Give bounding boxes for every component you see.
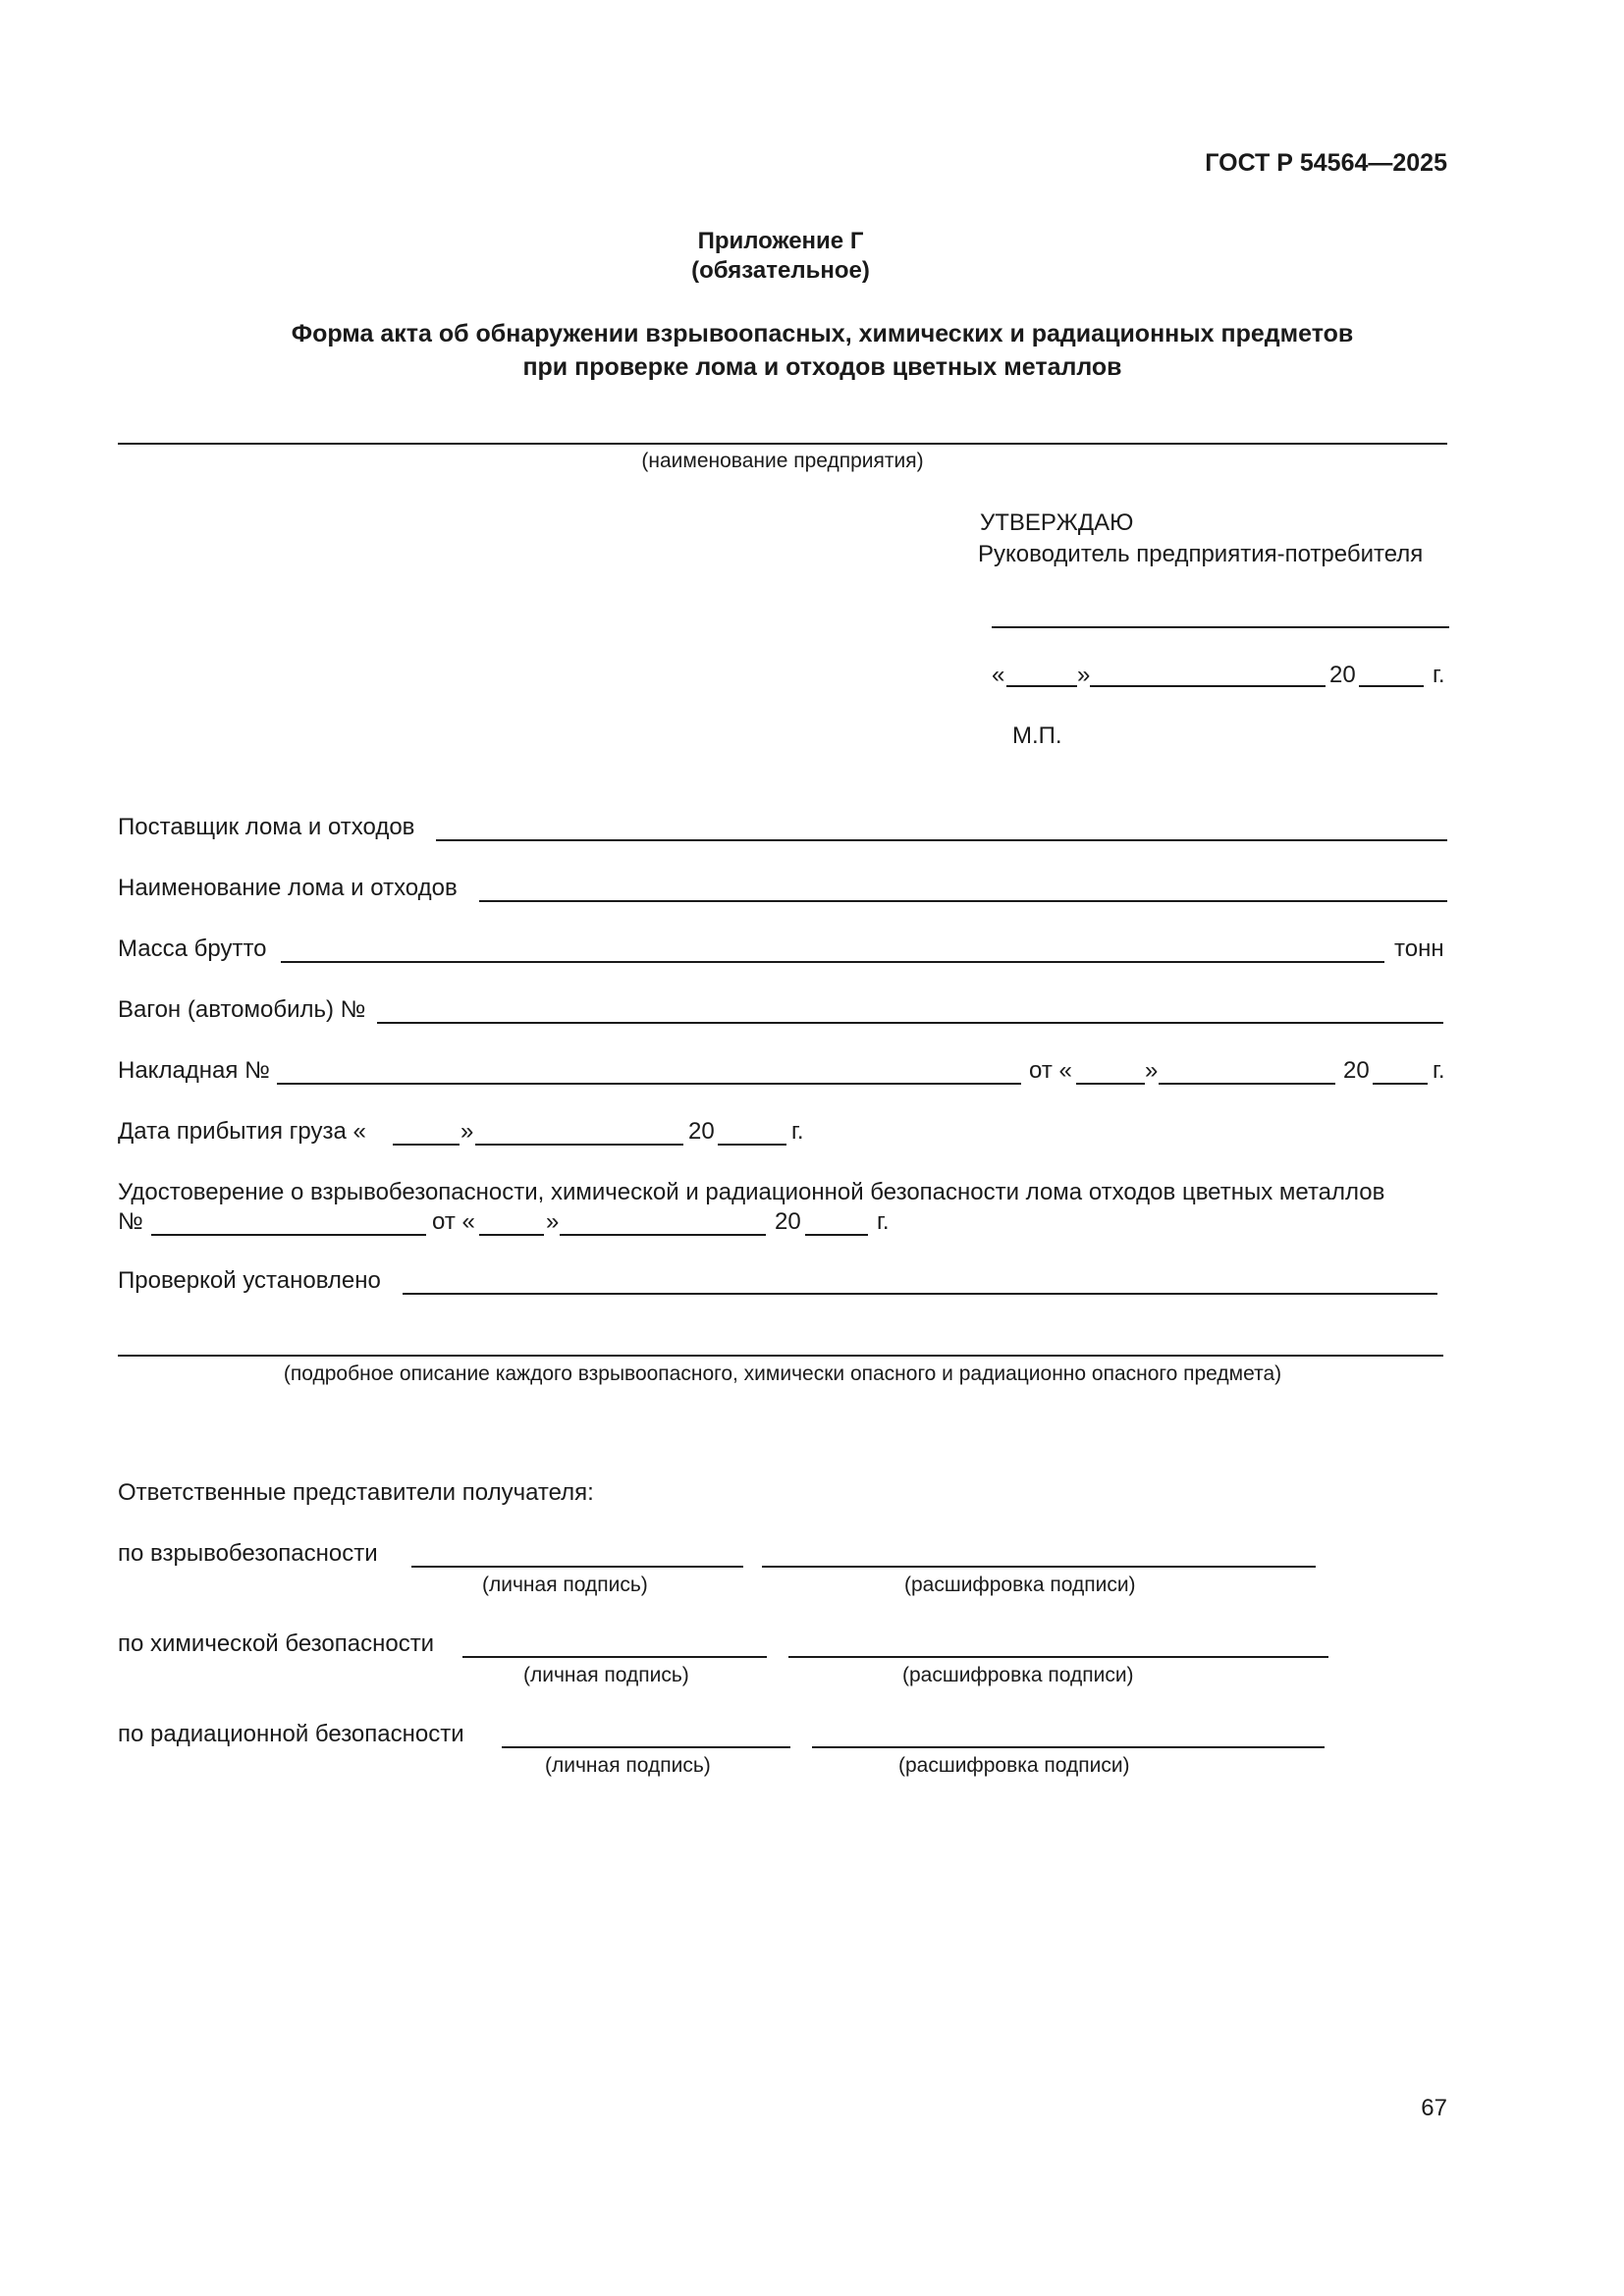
arrival-day-line[interactable] — [393, 1144, 460, 1146]
representatives-heading: Ответственные представители получателя: — [118, 1479, 594, 1506]
supplier-label: Поставщик лома и отходов — [118, 814, 415, 840]
chemical-signature-caption: (личная подпись) — [523, 1664, 689, 1686]
arrival-year-suffix: г. — [791, 1118, 804, 1145]
radiation-safety-label: по радиационной безопасности — [118, 1721, 464, 1747]
approval-date-close: » — [1077, 662, 1091, 688]
radiation-decoding-line[interactable] — [812, 1746, 1325, 1748]
invoice-number-line[interactable] — [277, 1083, 1021, 1085]
certificate-date-from: от « — [432, 1208, 475, 1235]
standard-code: ГОСТ Р 54564—2025 — [1205, 149, 1447, 177]
approve-label: УТВЕРЖДАЮ — [980, 509, 1134, 536]
explosion-decoding-caption: (расшифровка подписи) — [904, 1574, 1136, 1596]
explosion-signature-caption: (личная подпись) — [482, 1574, 648, 1596]
approval-year-line[interactable] — [1359, 685, 1424, 687]
check-result-label: Проверкой установлено — [118, 1267, 381, 1294]
enterprise-caption: (наименование предприятия) — [641, 450, 924, 472]
chemical-safety-label: по химической безопасности — [118, 1630, 435, 1657]
wagon-label: Вагон (автомобиль) № — [118, 996, 366, 1023]
arrival-month-line[interactable] — [475, 1144, 683, 1146]
invoice-label: Накладная № — [118, 1057, 270, 1084]
chemical-decoding-caption: (расшифровка подписи) — [902, 1664, 1134, 1686]
gross-mass-line[interactable] — [281, 961, 1384, 963]
certificate-date-close: » — [546, 1208, 560, 1235]
invoice-year-suffix: г. — [1433, 1057, 1445, 1084]
certificate-year-prefix: 20 — [775, 1208, 801, 1235]
wagon-number-line[interactable] — [377, 1022, 1443, 1024]
description-caption: (подробное описание каждого взрывоопасного, химически опасного и радиационно опасного предмета) — [283, 1362, 1282, 1385]
certificate-year-line[interactable] — [805, 1234, 868, 1236]
approval-date-open: « — [992, 662, 1005, 688]
explosion-signature-line[interactable] — [411, 1566, 743, 1568]
approval-year-prefix: 20 — [1329, 662, 1356, 688]
invoice-month-line[interactable] — [1159, 1083, 1335, 1085]
appendix-status: (обязательное) — [691, 257, 870, 284]
approval-day-line[interactable] — [1006, 685, 1077, 687]
explosion-decoding-line[interactable] — [762, 1566, 1316, 1568]
approval-year-suffix: г. — [1433, 662, 1445, 688]
arrival-date-close: » — [460, 1118, 474, 1145]
chemical-decoding-line[interactable] — [788, 1656, 1328, 1658]
certificate-day-line[interactable] — [479, 1234, 544, 1236]
certificate-label: Удостоверение о взрывобезопасности, химической и радиационной безопасности лома отходов цветных металлов — [118, 1179, 1385, 1205]
invoice-date-from: от « — [1029, 1057, 1072, 1084]
supplier-line[interactable] — [436, 839, 1447, 841]
radiation-decoding-caption: (расшифровка подписи) — [898, 1754, 1130, 1777]
invoice-year-prefix: 20 — [1343, 1057, 1370, 1084]
tons-unit: тонн — [1394, 935, 1444, 962]
arrival-year-prefix: 20 — [688, 1118, 715, 1145]
certificate-number-sign: № — [118, 1208, 143, 1235]
arrival-year-line[interactable] — [718, 1144, 786, 1146]
form-title-line2: при проверке лома и отходов цветных металлов — [522, 353, 1122, 381]
invoice-date-close: » — [1145, 1057, 1159, 1084]
arrival-date-label: Дата прибытия груза « — [118, 1118, 366, 1145]
page-number: 67 — [1421, 2095, 1447, 2121]
scrap-name-line[interactable] — [479, 900, 1447, 902]
approval-month-line[interactable] — [1090, 685, 1326, 687]
scrap-name-label: Наименование лома и отходов — [118, 875, 458, 901]
explosion-safety-label: по взрывобезопасности — [118, 1540, 378, 1567]
approver-signature-line[interactable] — [992, 626, 1449, 628]
invoice-day-line[interactable] — [1076, 1083, 1145, 1085]
appendix-title: Приложение Г — [697, 228, 864, 254]
invoice-year-line[interactable] — [1373, 1083, 1428, 1085]
chemical-signature-line[interactable] — [462, 1656, 767, 1658]
approver-position: Руководитель предприятия-потребителя — [978, 541, 1424, 567]
certificate-number-line[interactable] — [151, 1234, 426, 1236]
enterprise-name-line[interactable] — [118, 443, 1447, 445]
form-title-line1: Форма акта об обнаружении взрывоопасных, химических и радиационных предметов — [291, 320, 1354, 347]
certificate-month-line[interactable] — [560, 1234, 766, 1236]
description-line[interactable] — [118, 1355, 1443, 1357]
radiation-signature-line[interactable] — [502, 1746, 790, 1748]
gross-mass-label: Масса брутто — [118, 935, 267, 962]
check-result-line[interactable] — [403, 1293, 1437, 1295]
certificate-year-suffix: г. — [877, 1208, 890, 1235]
radiation-signature-caption: (личная подпись) — [545, 1754, 711, 1777]
stamp-label: М.П. — [1012, 722, 1062, 749]
